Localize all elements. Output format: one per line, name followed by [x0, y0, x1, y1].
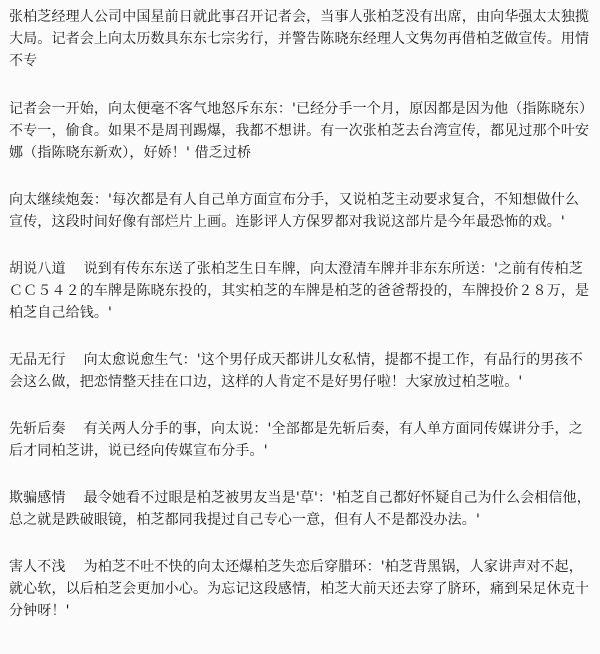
paragraph-section-act-first: [9, 418, 592, 462]
paragraph-continued-attack: [9, 189, 592, 233]
paragraph-text: 说到有传东东送了张柏芝生日车牌，向太澄清车牌并非东东所送：'之前有传柏芝ＣＣ５４２的车牌是陈晓东投的，其实柏芝的车牌是柏芝的爸爸帮投的，车牌投价２８万，是柏芝自己给钱。': [9, 261, 590, 321]
paragraph-text: 为柏芝不吐不快的向太还爆柏芝失恋后穿腊环：'柏芝背黑锅，人家讲声对不起，就心软，以后柏芝会更加小心。为忘记这段感情，柏芝大前天还去穿了脐环，痛到呆足休克十分钟呀！': [9, 559, 590, 619]
section-heading: 无品无行: [9, 352, 66, 368]
paragraph-intro: [9, 6, 592, 72]
paragraph-text: 有关两人分手的事，向太说：'全部都是先斩后奏，有人单方面同传媒讲分手，之后才同柏芝讲，说已经向传媒宣布分手。': [9, 421, 583, 459]
paragraph-text: 向太继续炮轰：'每次都是有人自己单方面宣布分手，又说柏芝主动要求复合，不知想做什么宣传，这段时间好像有部烂片上画。连影评人方保罗都对我说这部片是今年最恐怖的戏。': [9, 192, 579, 230]
paragraph-text: 最令她看不过眼是柏芝被男友当是'草'：'柏芝自己都好怀疑自己为什么会相信他，总之就是跌破眼镜，柏芝都同我提过自己专心一意，但有人不是都没办法。': [9, 490, 591, 528]
section-heading: 害人不浅: [9, 559, 66, 575]
paragraph-section-deceived-feelings: [9, 487, 592, 531]
section-heading: 先斩后奏: [9, 421, 66, 437]
section-heading: 胡说八道: [9, 261, 66, 277]
paragraph-text: 张柏芝经理人公司中国星前日就此事召开记者会，当事人张柏芝没有出席，由向华强太太独揽大局。记者会上向太历数具东东七宗劣行，并警告陈晓东经理人文隽勿再借柏芝做宣传。用情不专: [9, 9, 590, 69]
paragraph-press-conference: [9, 98, 592, 164]
paragraph-section-nonsense: [9, 258, 592, 324]
paragraph-text: 记者会一开始，向太便毫不客气地怒斥东东：'已经分手一个月，原因都是因为他（指陈晓东）不专一，偷食。如果不是周刊踢爆，我都不想讲。有一次张柏芝去台湾宣传，都见过那个叶安娜（指陈晓东新欢），好娇！' 借乏过桥: [9, 101, 590, 161]
paragraph-text: 向太愈说愈生气：'这个男仔成天都讲儿女私情，提都不提工作，有品行的男孩不会这么做，把恋情整天挂在口边，这样的人肯定不是好男仔啦！大家放过柏芝啦。': [9, 352, 583, 390]
paragraph-section-no-character: [9, 349, 592, 393]
paragraph-section-harmful: [9, 556, 592, 622]
section-heading: 欺骗感情: [9, 490, 66, 506]
